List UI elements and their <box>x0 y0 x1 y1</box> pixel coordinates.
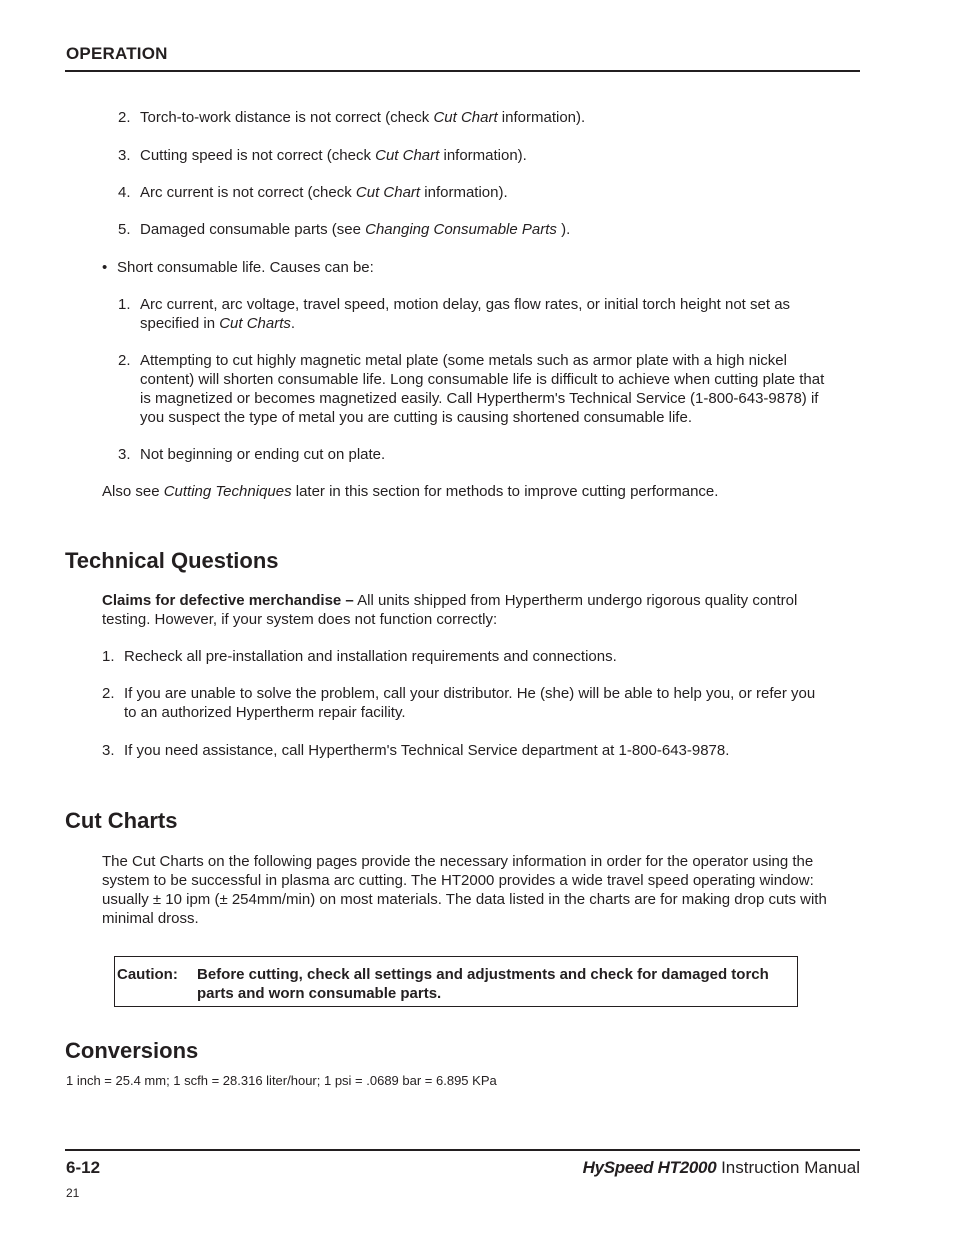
conversions-text: 1 inch = 25.4 mm; 1 scfh = 28.316 liter/hour; 1 psi = .0689 bar = 6.895 KPa <box>66 1073 497 1088</box>
list-item <box>118 146 527 165</box>
section-heading: Cut Charts <box>65 808 178 833</box>
list-number: 5. <box>118 221 131 238</box>
list-item <box>102 684 816 721</box>
list-text: Arc current, arc voltage, travel speed, motion delay, gas flow rates, or initial torch height not set as specified in Cut Charts. <box>140 296 791 332</box>
caution-box <box>114 956 798 1007</box>
list-text: If you need assistance, call Hypertherm's Technical Service department at 1-800-643-9878. <box>124 742 730 759</box>
header-rule <box>65 70 860 72</box>
section-heading: Technical Questions <box>65 548 279 573</box>
list-item <box>118 220 571 239</box>
page-number: 21 <box>66 1186 80 1200</box>
list-number: 1. <box>118 296 131 313</box>
page-reference: 6-12 <box>66 1158 101 1177</box>
caution-text: Before cutting, check all settings and adjustments and check for damaged torch parts and worn consumable parts. <box>197 966 769 1002</box>
list-item <box>118 183 508 202</box>
caution-label: Caution: <box>117 966 178 983</box>
brand-name: HySpeed HT2000 <box>582 1158 717 1177</box>
bullet-text: Short consumable life. Causes can be: <box>117 259 374 276</box>
list-text: Torch-to-work distance is not correct (check Cut Chart information). <box>140 109 586 126</box>
cut-charts-paragraph: The Cut Charts on the following pages provide the necessary information in order for the operator using the system to be successful in plasma arc cutting. The HT2000 provides a wide travel speed operating window: usually ± 10 ipm (± 254mm/min) on most materials. The data listed in the charts are for making drop cuts with minimal dross. <box>102 853 827 927</box>
list-number: 3. <box>118 446 131 463</box>
list-number: 2. <box>102 685 115 702</box>
list-text: Cutting speed is not correct (check Cut Chart information). <box>140 147 527 164</box>
list-item <box>118 351 825 426</box>
list-number: 3. <box>118 147 131 164</box>
footer-rule <box>65 1149 860 1151</box>
list-text: Recheck all pre-installation and installation requirements and connections. <box>124 648 617 665</box>
list-text: Not beginning or ending cut on plate. <box>140 446 386 463</box>
manual-title <box>583 1158 860 1178</box>
bullet-item <box>102 258 374 277</box>
list-text: Attempting to cut highly magnetic metal plate (some metals such as armor plate with a high nickel content) will shorten consumable life. Long consumable life is difficult to achieve when cutting plate that is magnetized or becomes magnetized easily. Call Hypertherm's Technical Service (1-800-643-9878) if you suspect the type of metal you are cutting is causing shortened consumable life. <box>140 352 825 426</box>
section-header: OPERATION <box>66 44 168 63</box>
list-number: 1. <box>102 648 115 665</box>
also-see-paragraph: Also see Cutting Techniques later in this section for methods to improve cutting performance. <box>102 483 719 500</box>
section-heading: Conversions <box>65 1038 199 1063</box>
list-item <box>102 741 730 760</box>
manual-label: Instruction Manual <box>716 1158 860 1177</box>
list-number: 4. <box>118 184 131 201</box>
list-number: 3. <box>102 742 115 759</box>
list-text: Arc current is not correct (check Cut Chart information). <box>140 184 508 201</box>
list-number: 2. <box>118 352 131 369</box>
list-item <box>118 445 386 464</box>
list-text: Damaged consumable parts (see Changing Consumable Parts ). <box>140 221 571 238</box>
bullet-icon: • <box>102 259 108 276</box>
claims-paragraph: Claims for defective merchandise – All units shipped from Hypertherm undergo rigorous quality control testing. However, if your system does not function correctly: <box>102 592 798 628</box>
list-item <box>118 108 586 127</box>
list-number: 2. <box>118 109 131 126</box>
list-text: If you are unable to solve the problem, call your distributor. He (she) will be able to help you, or refer you to an authorized Hypertherm repair facility. <box>124 685 816 721</box>
list-item <box>102 647 617 666</box>
list-item <box>118 295 791 332</box>
